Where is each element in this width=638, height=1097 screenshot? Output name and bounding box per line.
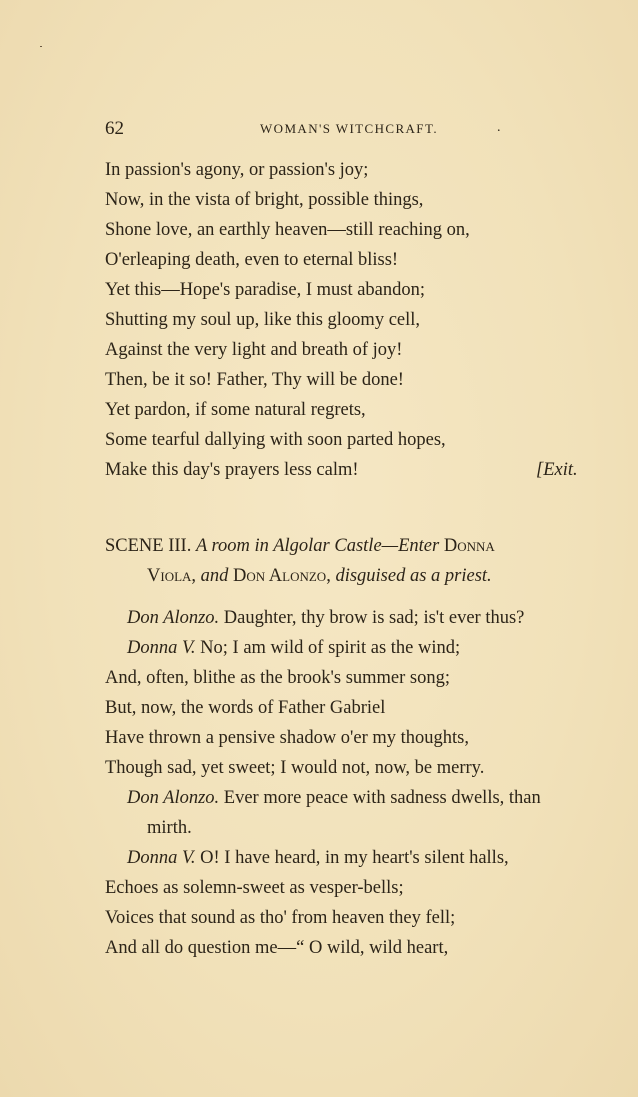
speech-text: Ever more peace with sadness dwells, than: [223, 788, 541, 808]
paper-speck: [40, 46, 42, 47]
scene-character: Donna: [443, 536, 495, 556]
verse-line: Yet pardon, if some natural regrets,: [105, 400, 366, 420]
dialogue-line: But, now, the words of Father Gabriel: [105, 698, 386, 718]
verse-line: Now, in the vista of bright, possible things,: [105, 190, 424, 210]
speaker-name: Don Alonzo.: [127, 608, 220, 628]
verse-line: Shone love, an earthly heaven—still reaching on,: [105, 220, 470, 240]
scene-heading: [105, 534, 495, 558]
header-mark: .: [497, 120, 501, 135]
dialogue-line: Voices that sound as tho' from heaven they fell;: [105, 908, 456, 928]
scene-connector: and: [200, 566, 229, 586]
dialogue-line: [127, 606, 524, 630]
page-number: 62: [105, 118, 124, 139]
speech-text: No; I am wild of spirit as the wind;: [200, 638, 461, 658]
speech-text: Daughter, thy brow is sad; is't ever thus?: [223, 608, 525, 628]
running-title: WOMAN'S WITCHCRAFT.: [260, 121, 438, 136]
dialogue-line: [127, 846, 509, 870]
speech-text: O! I have heard, in my heart's silent halls,: [200, 848, 509, 868]
verse-line: Then, be it so! Father, Thy will be done!: [105, 370, 404, 390]
scene-disguise: disguised as a priest.: [335, 566, 492, 586]
dialogue-line: [127, 636, 460, 660]
dialogue-line: [127, 786, 541, 810]
dialogue-line: And, often, blithe as the brook's summer song;: [105, 668, 451, 688]
verse-line: In passion's agony, or passion's joy;: [105, 160, 369, 180]
scene-character: Don Alonzo,: [233, 566, 331, 586]
verse-line: O'erleaping death, even to eternal bliss!: [105, 250, 399, 270]
dialogue-line: And all do question me—“ O wild, wild heart,: [105, 938, 449, 958]
scene-heading-cont: [147, 564, 492, 588]
dialogue-line: Though sad, yet sweet; I would not, now, be merry.: [105, 758, 485, 778]
page-header: [105, 118, 505, 140]
speaker-name: Donna V.: [127, 638, 196, 658]
dialogue-line: Echoes as solemn-sweet as vesper-bells;: [105, 878, 404, 898]
dialogue-line: mirth.: [147, 818, 192, 838]
verse-line: Make this day's prayers less calm!: [105, 460, 359, 480]
scene-setting: A room in Algolar Castle—Enter: [195, 536, 440, 556]
dialogue-line: Have thrown a pensive shadow o'er my thoughts,: [105, 728, 470, 748]
verse-line: Against the very light and breath of joy!: [105, 340, 403, 360]
speaker-name: Don Alonzo.: [127, 788, 220, 808]
speaker-name: Donna V.: [127, 848, 196, 868]
exit-direction: [Exit.: [536, 460, 578, 480]
scene-character: Viola,: [147, 566, 197, 586]
verse-line: Some tearful dallying with soon parted hopes,: [105, 430, 446, 450]
scene-label: SCENE III.: [105, 536, 192, 556]
verse-line: Shutting my soul up, like this gloomy cell,: [105, 310, 421, 330]
verse-line: Yet this—Hope's paradise, I must abandon;: [105, 280, 426, 300]
